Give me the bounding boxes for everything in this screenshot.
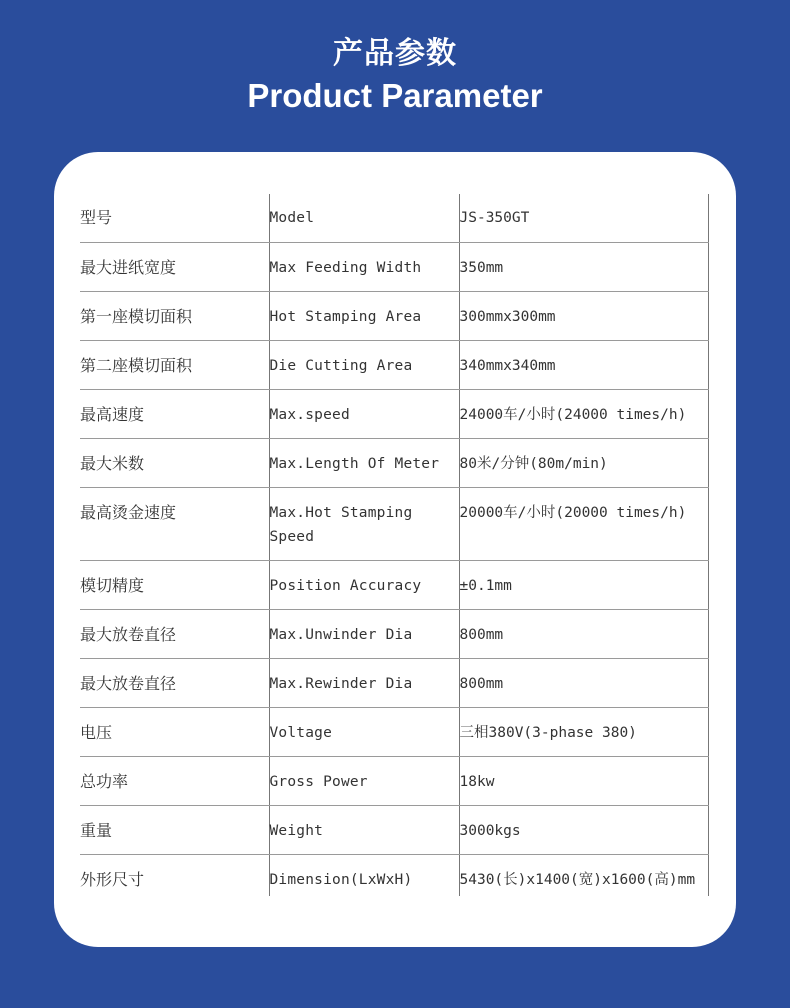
page-title-english: Product Parameter — [247, 77, 543, 114]
table-row — [80, 756, 708, 805]
table-row — [80, 658, 708, 707]
param-value: 18kw — [459, 756, 708, 805]
param-value: JS-350GT — [459, 194, 708, 242]
param-name-en: Position Accuracy — [269, 560, 459, 609]
param-name-cn: 模切精度 — [80, 560, 269, 609]
param-name-en: Weight — [269, 805, 459, 854]
param-value: 800mm — [459, 658, 708, 707]
table-row — [80, 487, 708, 560]
param-name-cn: 最大放卷直径 — [80, 658, 269, 707]
param-name-cn: 第二座模切面积 — [80, 340, 269, 389]
param-name-cn: 重量 — [80, 805, 269, 854]
param-name-en: Gross Power — [269, 756, 459, 805]
param-name-cn: 总功率 — [80, 756, 269, 805]
table-row — [80, 291, 708, 340]
table-row — [80, 805, 708, 854]
param-name-cn: 外形尺寸 — [80, 869, 145, 889]
param-name-cn: 最高烫金速度 — [80, 487, 269, 560]
table-row — [80, 340, 708, 389]
param-name-en: Voltage — [269, 707, 459, 756]
param-name-cn: 最大进纸宽度 — [80, 242, 269, 291]
table-row — [80, 438, 708, 487]
table-row — [80, 194, 708, 242]
param-value: 三相380V(3-phase 380) — [459, 707, 708, 756]
param-name-en: Max.Rewinder Dia — [269, 658, 459, 707]
param-value: 5430(长)x1400(宽)x1600(高)mm — [459, 854, 708, 896]
table-row — [80, 854, 708, 896]
parameter-table — [80, 194, 709, 896]
param-name-cn: 型号 — [80, 194, 269, 242]
param-name-en: Max.Length Of Meter — [269, 438, 459, 487]
param-value: 3000kgs — [459, 805, 708, 854]
param-value: ±0.1mm — [459, 560, 708, 609]
param-value: 300mmx300mm — [459, 291, 708, 340]
param-name-en: Max.Unwinder Dia — [269, 609, 459, 658]
param-value: 80米/分钟(80m/min) — [459, 438, 708, 487]
param-name-en: Hot Stamping Area — [269, 291, 459, 340]
table-row — [80, 707, 708, 756]
param-value: 20000车/小时(20000 times/h) — [459, 487, 708, 560]
param-name-en: Max.speed — [269, 389, 459, 438]
param-name-cn: 电压 — [80, 707, 269, 756]
param-name-en: Dimension(LxWxH) — [269, 854, 459, 896]
param-name-en: Model — [269, 194, 459, 242]
param-value: 800mm — [459, 609, 708, 658]
page-title-chinese: 产品参数 — [333, 36, 457, 71]
table-row — [80, 560, 708, 609]
param-name-en: Max.Hot Stamping Speed — [269, 487, 459, 560]
param-name-en: Die Cutting Area — [269, 340, 459, 389]
table-row — [80, 389, 708, 438]
table-row — [80, 242, 708, 291]
param-name-cn: 最高速度 — [80, 389, 269, 438]
param-name-cn: 第一座模切面积 — [80, 291, 269, 340]
param-name-cn: 最大放卷直径 — [80, 609, 269, 658]
param-name-en: Max Feeding Width — [269, 242, 459, 291]
param-value: 350mm — [459, 242, 708, 291]
param-value: 24000车/小时(24000 times/h) — [459, 389, 708, 438]
param-name-cn: 最大米数 — [80, 438, 269, 487]
param-value: 340mmx340mm — [459, 340, 708, 389]
table-row — [80, 609, 708, 658]
